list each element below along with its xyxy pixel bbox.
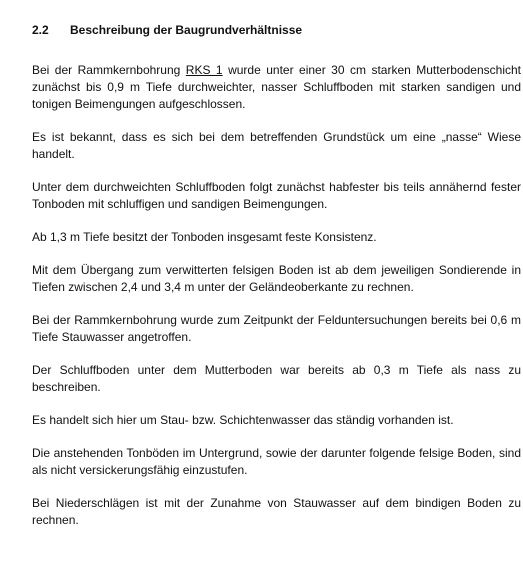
paragraph-clay-consistency: Ab 1,3 m Tiefe besitzt der Tonboden insgesamt feste Konsistenz. <box>32 230 377 244</box>
paragraph-infiltration: Die anstehenden Tonböden im Untergrund, sowie der darunter folgende felsige Boden, sind als nicht versickerungsfähig einzustufen. <box>32 446 521 477</box>
paragraph-clay-soil: Unter dem durchweichten Schluffboden folgt zunächst habfester bis teils annähernd fester Tonboden mit schluffigen und sandigen Beimengungen. <box>32 180 521 211</box>
paragraph-perched-water: Bei der Rammkernbohrung wurde zum Zeitpunkt der Felduntersuchungen bereits bei 0,6 m Tiefe Stauwasser angetroffen. <box>32 313 521 344</box>
paragraph-precipitation: Bei Niederschlägen ist mit der Zunahme von Stauwasser auf dem bindigen Boden zu rechnen. <box>32 496 521 527</box>
paragraph-rock-transition: Mit dem Übergang zum verwitterten felsigen Boden ist ab dem jeweiligen Sondierende in Tiefen zwischen 2,4 und 3,4 m unter der Geländeoberkante zu rechnen. <box>32 263 521 294</box>
paragraph-wet-meadow: Es ist bekannt, dass es sich bei dem betreffenden Grundstück um eine „nasse“ Wiese handelt. <box>32 130 521 161</box>
section-number: 2.2 <box>32 23 49 37</box>
paragraph-text: wurde unter einer 30 cm starken Mutterbodenschicht zunächst bis 0,9 m Tiefe durchweichter, nasser Schluffboden mit starken sandigen und tonigen Beimengungen aufgeschlossen. <box>32 63 521 111</box>
paragraph-layer-water: Es handelt sich hier um Stau- bzw. Schichtenwasser das ständig vorhanden ist. <box>32 413 454 427</box>
paragraph-text: Bei der Rammkernbohrung <box>32 63 186 77</box>
rks1-reference: RKS 1 <box>185 63 223 77</box>
section-heading <box>32 22 521 38</box>
paragraph-silt-wet: Der Schluffboden unter dem Mutterboden war bereits ab 0,3 m Tiefe als nass zu beschreiben. <box>32 363 521 394</box>
paragraph-rks1-findings <box>32 62 521 113</box>
section-title: Beschreibung der Baugrundverhältnisse <box>70 23 303 37</box>
